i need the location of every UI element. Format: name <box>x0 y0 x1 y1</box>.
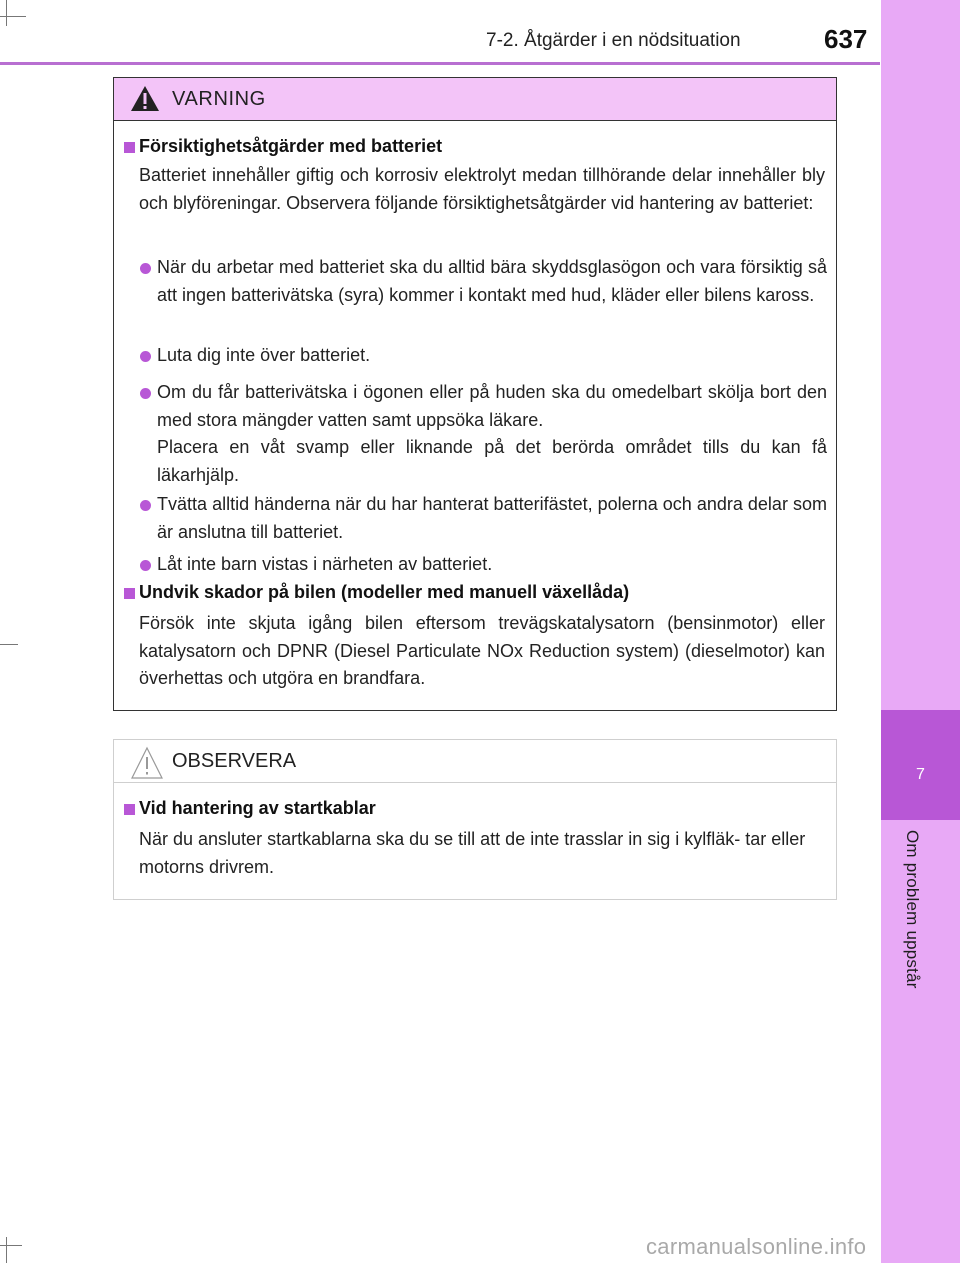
list-item: Tvätta alltid händerna när du har hanterat batterifästet, polerna och andra delar som är anslutna till batteriet. <box>157 494 827 542</box>
warning-header <box>114 78 836 121</box>
watermark: carmanualsonline.info <box>646 1234 867 1259</box>
crop-mark <box>0 16 26 17</box>
warning-title: VARNING <box>172 88 266 110</box>
round-bullet-icon <box>140 560 151 571</box>
list-item: Om du får batterivätska i ögonen eller på huden ska du omedelbart skölja bort den med stora mängder vatten samt uppsöka läkare. <box>157 382 827 430</box>
section-heading: Undvik skador på bilen (modeller med manuell växellåda) <box>139 582 630 602</box>
section-intro: Batteriet innehåller giftig och korrosiv elektrolyt medan tillhörande delar innehåller bly och blyföreningar. Observera följande försiktighetsåtgärder vid hantering av batteriet: <box>139 165 825 213</box>
page-number: 637 <box>824 24 868 54</box>
notice-title: OBSERVERA <box>172 750 297 772</box>
crop-mark <box>6 1237 7 1263</box>
list-item: Luta dig inte över batteriet. <box>157 345 371 365</box>
section-heading: Vid hantering av startkablar <box>139 798 376 818</box>
list-item-continuation: Placera en våt svamp eller liknande på det berörda området tills du kan få läkarhjälp. <box>157 437 827 485</box>
round-bullet-icon <box>140 500 151 511</box>
crop-mark <box>0 644 18 645</box>
round-bullet-icon <box>140 388 151 399</box>
crop-mark <box>0 1245 22 1246</box>
notice-box <box>113 739 837 900</box>
round-bullet-icon <box>140 351 151 362</box>
notice-header <box>114 740 836 783</box>
section-title: 7-2. Åtgärder i en nödsituation <box>486 30 741 51</box>
chapter-tab-highlight <box>881 710 960 820</box>
warning-triangle-icon <box>130 84 160 112</box>
warning-box <box>113 77 837 711</box>
list-item: Låt inte barn vistas i närheten av batteriet. <box>157 554 493 574</box>
square-bullet-icon <box>124 588 135 599</box>
chapter-number: 7 <box>916 766 925 783</box>
header-rule <box>0 62 880 65</box>
list-item: När du arbetar med batteriet ska du alltid bära skyddsglasögon och vara försiktig så att ingen batterivätska (syra) kommer i kontakt med hud, kläder eller bilens kaross. <box>157 257 827 305</box>
caution-triangle-icon <box>130 746 164 780</box>
square-bullet-icon <box>124 142 135 153</box>
section-text: När du ansluter startkablarna ska du se till att de inte trasslar in sig i kylfläk- tar eller motorns drivrem. <box>139 829 806 877</box>
square-bullet-icon <box>124 804 135 815</box>
chapter-title: Om problem uppstår <box>903 830 922 989</box>
section-text: Försök inte skjuta igång bilen eftersom trevägskatalysatorn (bensinmotor) eller katalysatorn och DPNR (Diesel Particulate NOx Reduction system) (dieselmotor) kan överhettas och utgöra en brandfara. <box>139 613 825 688</box>
section-heading: Försiktighetsåtgärder med batteriet <box>139 136 443 156</box>
round-bullet-icon <box>140 263 151 274</box>
crop-mark <box>6 0 7 26</box>
chapter-side-tab <box>881 0 960 1263</box>
